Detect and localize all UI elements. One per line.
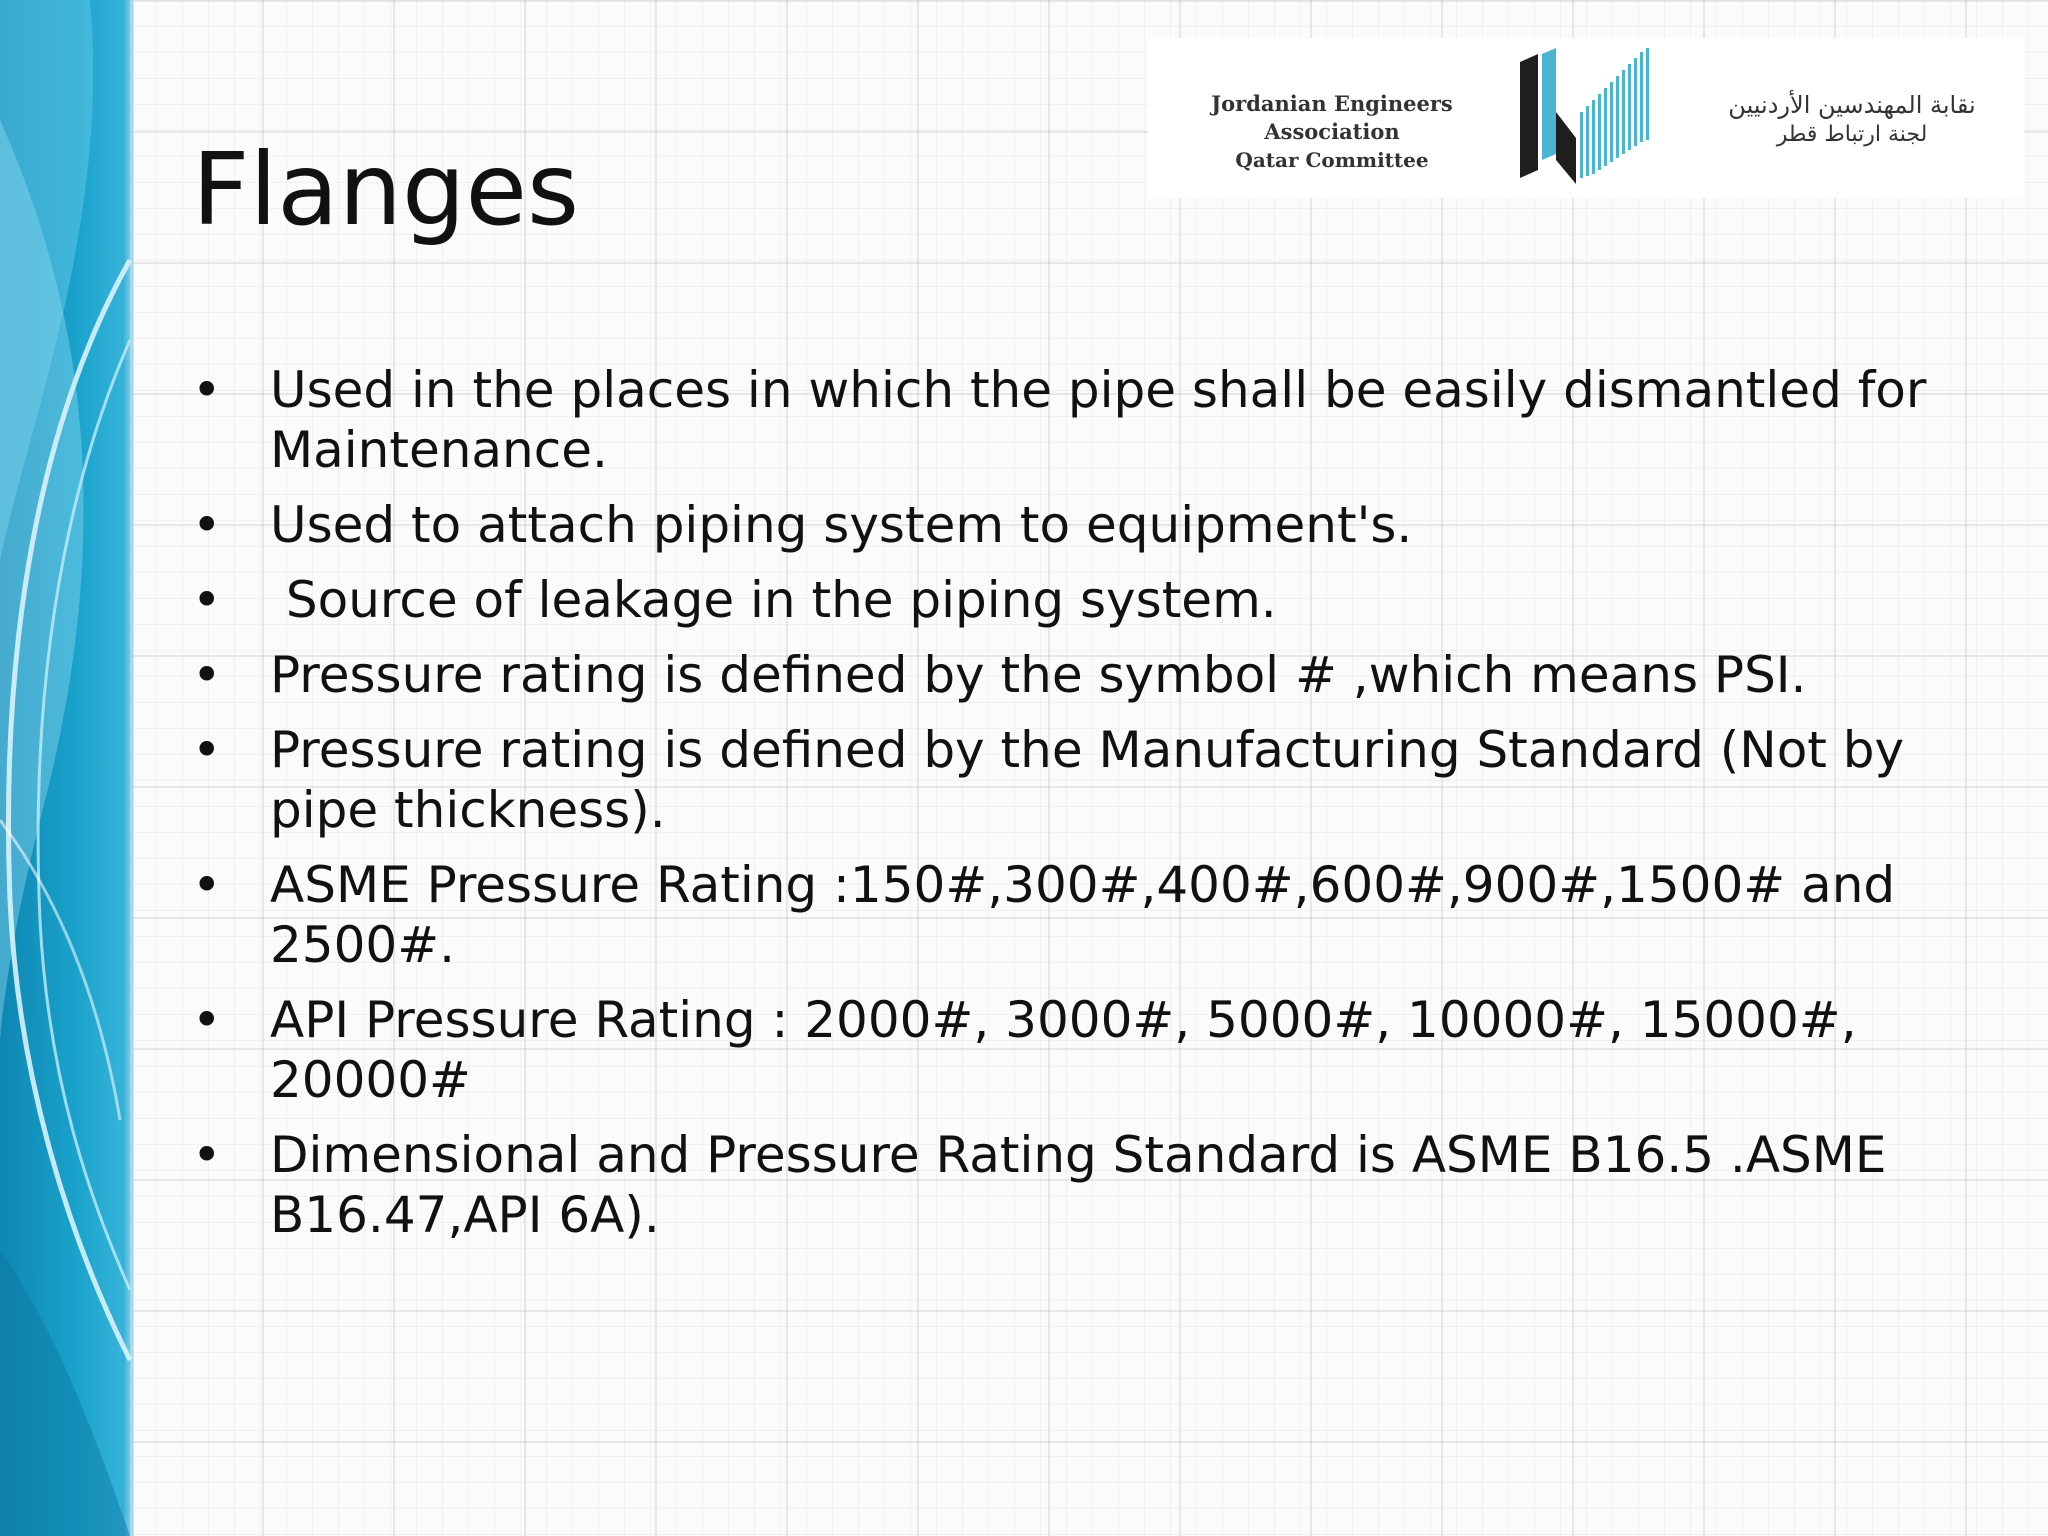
association-logo [1148, 38, 2024, 198]
bullet-item: • Pressure rating is defined by the Manufacturing Standard (Not by pipe thickness). [192, 720, 1972, 840]
decorative-left-band [0, 0, 140, 1536]
logo-english-text [1152, 90, 1512, 174]
bullet-item: • Used in the places in which the pipe shall be easily dismantled for Maintenance. [192, 360, 1972, 480]
logo-arabic-text [1684, 90, 2020, 150]
bullet-list [192, 360, 1972, 1260]
bullet-item: • Used to attach piping system to equipment's. [192, 495, 1972, 555]
jea-building-logo-icon [1512, 42, 1662, 192]
bullet-item: • Dimensional and Pressure Rating Standard is ASME B16.5 .ASME B16.47,API 6A). [192, 1125, 1972, 1245]
logo-english-line-1: Jordanian Engineers Association [1211, 91, 1453, 144]
logo-arabic-line-2: لجنة ارتباط قطر [1776, 122, 1928, 147]
wave-band-graphic [0, 0, 140, 1536]
slide-title: Flanges [192, 131, 580, 248]
bullet-item: • ASME Pressure Rating :150#,300#,400#,600#,900#,1500# and 2500#. [192, 855, 1972, 975]
logo-arabic-line-1: نقابة المهندسين الأردنيين [1728, 91, 1976, 119]
bullet-item: • Source of leakage in the piping system. [192, 570, 1972, 630]
logo-english-line-2: Qatar Committee [1235, 148, 1429, 172]
bullet-item: • API Pressure Rating : 2000#, 3000#, 5000#, 10000#, 15000#, 20000# [192, 990, 1972, 1110]
bullet-item: • Pressure rating is defined by the symbol # ,which means PSI. [192, 645, 1972, 705]
